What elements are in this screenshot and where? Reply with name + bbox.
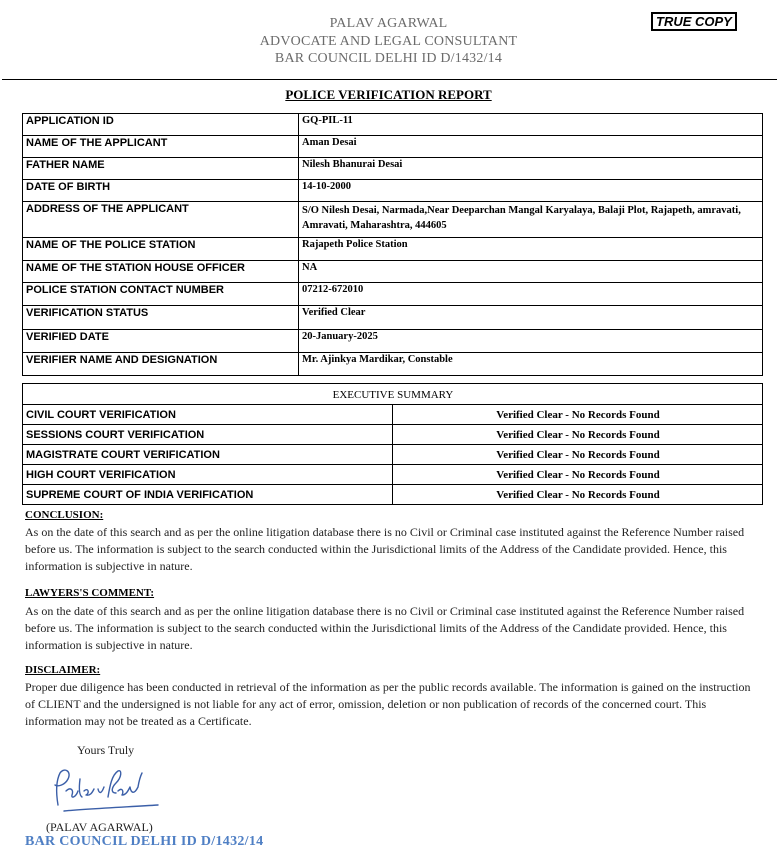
disclaimer-text: Proper due diligence has been conducted in retrieval of the information as per the public records available. The information is gained on the instruction of CLIENT and the undersigned is not liable for any act of error, omission, deletion or non publication of records of the concerned court. This information may not be treated as a Certificate.: [25, 680, 751, 728]
summary-label: CIVIL COURT VERIFICATION: [23, 405, 393, 425]
summary-label: HIGH COURT VERIFICATION: [23, 465, 393, 485]
detail-label: NAME OF THE APPLICANT: [23, 136, 299, 158]
summary-value: Verified Clear - No Records Found: [393, 485, 763, 505]
table-row: [23, 306, 763, 330]
detail-label: DATE OF BIRTH: [23, 180, 299, 202]
summary-value: Verified Clear - No Records Found: [393, 405, 763, 425]
table-row: [23, 353, 763, 376]
detail-value: NA: [299, 261, 763, 283]
disclaimer-title: DISCLAIMER:: [25, 664, 101, 676]
closing-salutation: Yours Truly: [77, 743, 135, 757]
detail-label: NAME OF THE POLICE STATION: [23, 238, 299, 261]
summary-label: MAGISTRATE COURT VERIFICATION: [23, 445, 393, 465]
applicant-details-table: [22, 113, 763, 376]
advocate-role: ADVOCATE AND LEGAL CONSULTANT: [259, 34, 518, 49]
table-row: [23, 180, 763, 202]
table-row: [23, 158, 763, 180]
summary-value: Verified Clear - No Records Found: [393, 425, 763, 445]
signatory-bar-id: BAR COUNCIL DELHI ID D/1432/14: [25, 834, 264, 849]
summary-value: Verified Clear - No Records Found: [393, 445, 763, 465]
detail-label: NAME OF THE STATION HOUSE OFFICER: [23, 261, 299, 283]
conclusion-text: As on the date of this search and as per the online litigation database there is no Civil or Criminal case instituted against the Reference Number raised before us. The information is subject to the search conducted within the Jurisdictional limits of the Address of the Candidate provided. Hence, this information is subjective in nature.: [25, 525, 745, 573]
table-row: [23, 261, 763, 283]
detail-value: Mr. Ajinkya Mardikar, Constable: [299, 353, 763, 376]
table-row: [23, 445, 763, 465]
executive-summary-table: [22, 383, 763, 505]
detail-value: Aman Desai: [299, 136, 763, 158]
table-row: [23, 114, 763, 136]
comment-title: LAWYERS'S COMMENT:: [25, 587, 155, 599]
summary-label: SESSIONS COURT VERIFICATION: [23, 425, 393, 445]
detail-label: APPLICATION ID: [23, 114, 299, 136]
detail-value: 07212-672010: [299, 283, 763, 306]
detail-value: S/O Nilesh Desai, Narmada,Near Deeparchan Mangal Karyalaya, Balaji Plot, Rajapeth, amravati, Amravati, Maharashtra, 444605: [299, 202, 763, 238]
detail-value: GQ-PIL-11: [299, 114, 763, 136]
summary-heading: EXECUTIVE SUMMARY: [23, 384, 763, 405]
report-title: POLICE VERIFICATION REPORT: [285, 87, 492, 102]
header-divider: [2, 79, 777, 80]
detail-label: POLICE STATION CONTACT NUMBER: [23, 283, 299, 306]
detail-label: FATHER NAME: [23, 158, 299, 180]
comment-text: As on the date of this search and as per the online litigation database there is no Civil or Criminal case instituted against the Reference Number raised before us. The information is subject to the search conducted within the Jurisdictional limits of the Address of the Candidate provided. Hence, this information is subjective in nature.: [25, 604, 745, 652]
detail-value: 20-January-2025: [299, 330, 763, 353]
table-row: [23, 283, 763, 306]
table-row: [23, 425, 763, 445]
table-row: [23, 238, 763, 261]
summary-label: SUPREME COURT OF INDIA VERIFICATION: [23, 485, 393, 505]
detail-value: 14-10-2000: [299, 180, 763, 202]
conclusion-title: CONCLUSION:: [25, 509, 104, 521]
true-copy-stamp: TRUE COPY: [651, 12, 737, 31]
table-row: [23, 330, 763, 353]
table-row: [23, 136, 763, 158]
table-row: [23, 465, 763, 485]
table-header-row: [23, 384, 763, 405]
detail-value: Nilesh Bhanurai Desai: [299, 158, 763, 180]
detail-label: VERIFIER NAME AND DESIGNATION: [23, 353, 299, 376]
signature-image: [46, 765, 166, 817]
table-row: [23, 485, 763, 505]
detail-value: Verified Clear: [299, 306, 763, 330]
summary-value: Verified Clear - No Records Found: [393, 465, 763, 485]
table-row: [23, 405, 763, 425]
detail-label: ADDRESS OF THE APPLICANT: [23, 202, 299, 238]
detail-label: VERIFIED DATE: [23, 330, 299, 353]
advocate-bar-id: BAR COUNCIL DELHI ID D/1432/14: [274, 51, 503, 66]
signatory-name: (PALAV AGARWAL): [46, 820, 153, 834]
table-row: [23, 202, 763, 238]
detail-label: VERIFICATION STATUS: [23, 306, 299, 330]
advocate-name: PALAV AGARWAL: [329, 16, 448, 31]
detail-value: Rajapeth Police Station: [299, 238, 763, 261]
